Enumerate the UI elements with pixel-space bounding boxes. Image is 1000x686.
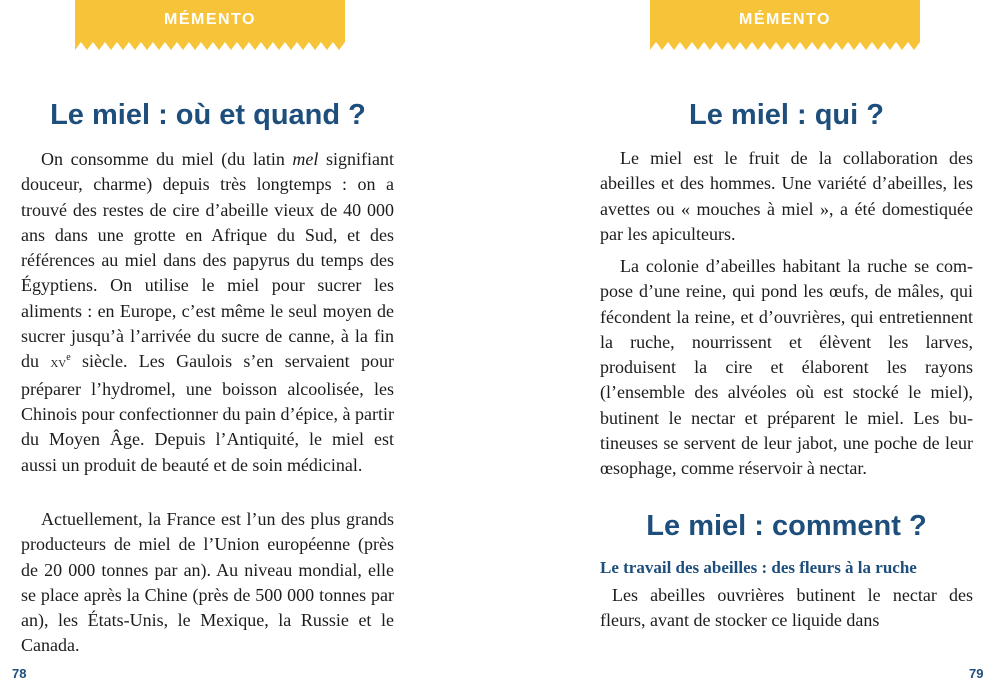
subsection-heading: Le travail des abeilles : des fleurs à la ruche [600, 558, 917, 577]
paragraph-colony: La colonie d’abeilles habitant la ruche se compose d’une reine, qui pond les œufs, de mâles, qui fécondent la reine, et d’ouvrières, qui entretiennent la ruche, nourrissent et élèvent les larves, produisent la cire et élaborent les rayons (l’ensemble des alvéoles où est stocké le miel), butinent le nectar et préparent le miel. Les butineuses se servent de leur jabot, une poche de leur œsophage, comme réservoir à nectar. [600, 256, 973, 479]
page-number: 79 [969, 666, 984, 681]
text-run: siècle. Les Gaulois s’en servaient pour préparer l’hydromel, une boisson alcoolisée, les Chinois pour confectionner du pain d’épice, à partir du Moyen Âge. Depuis l’Antiquité, le miel est aussi un produit de beauté et de soin médicinal. [21, 351, 394, 475]
paragraph-work: Les abeilles ouvrières butinent le nectar des fleurs, avant de stocker ce liquide dans [600, 585, 973, 631]
text-run: On consomme du miel (du latin [41, 149, 293, 169]
paragraph-production: Actuellement, la France est l’un des plus grands producteurs de miel de l’Union européenne (près de 20 000 tonnes par an). Au niveau mondial, elle se place après la Chine (près de 500 000 tonnes par an), les États-Unis, le Mexique, la Russie et le Canada. [21, 509, 394, 656]
memento-banner [75, 0, 345, 52]
page-heading: Le miel : qui ? [689, 99, 884, 131]
paragraph-who: Le miel est le fruit de la collaboration des abeilles et des hommes. Une variété d’abeilles, les avettes ou « mouches à miel », a été domestiquée par les apiculteurs. [600, 148, 973, 244]
memento-banner [650, 0, 920, 52]
page-heading: Le miel : où et quand ? [50, 99, 366, 131]
paragraph-history [21, 147, 394, 478]
century-suffix: e [66, 352, 71, 364]
page-number: 78 [12, 666, 27, 681]
section-heading: Le miel : comment ? [646, 510, 927, 542]
latin-word: mel [292, 149, 319, 169]
banner-label: MÉMENTO [739, 11, 831, 28]
text-run: signifiant douceur, charme) depuis très longtemps : on a trouvé des restes de cire d’abeille vieux de 40 000 ans dans une grotte en Afrique du Sud, et des références au miel dans des papyrus du temps des Égyptiens. On utilise le miel pour sucrer les aliments : en Europe, c’est même le seul moyen de sucrer jusqu’à l’arrivée du sucre de canne, à la fin du [21, 149, 394, 372]
century-numeral: xv [50, 355, 67, 372]
banner-label: MÉMENTO [164, 11, 256, 28]
